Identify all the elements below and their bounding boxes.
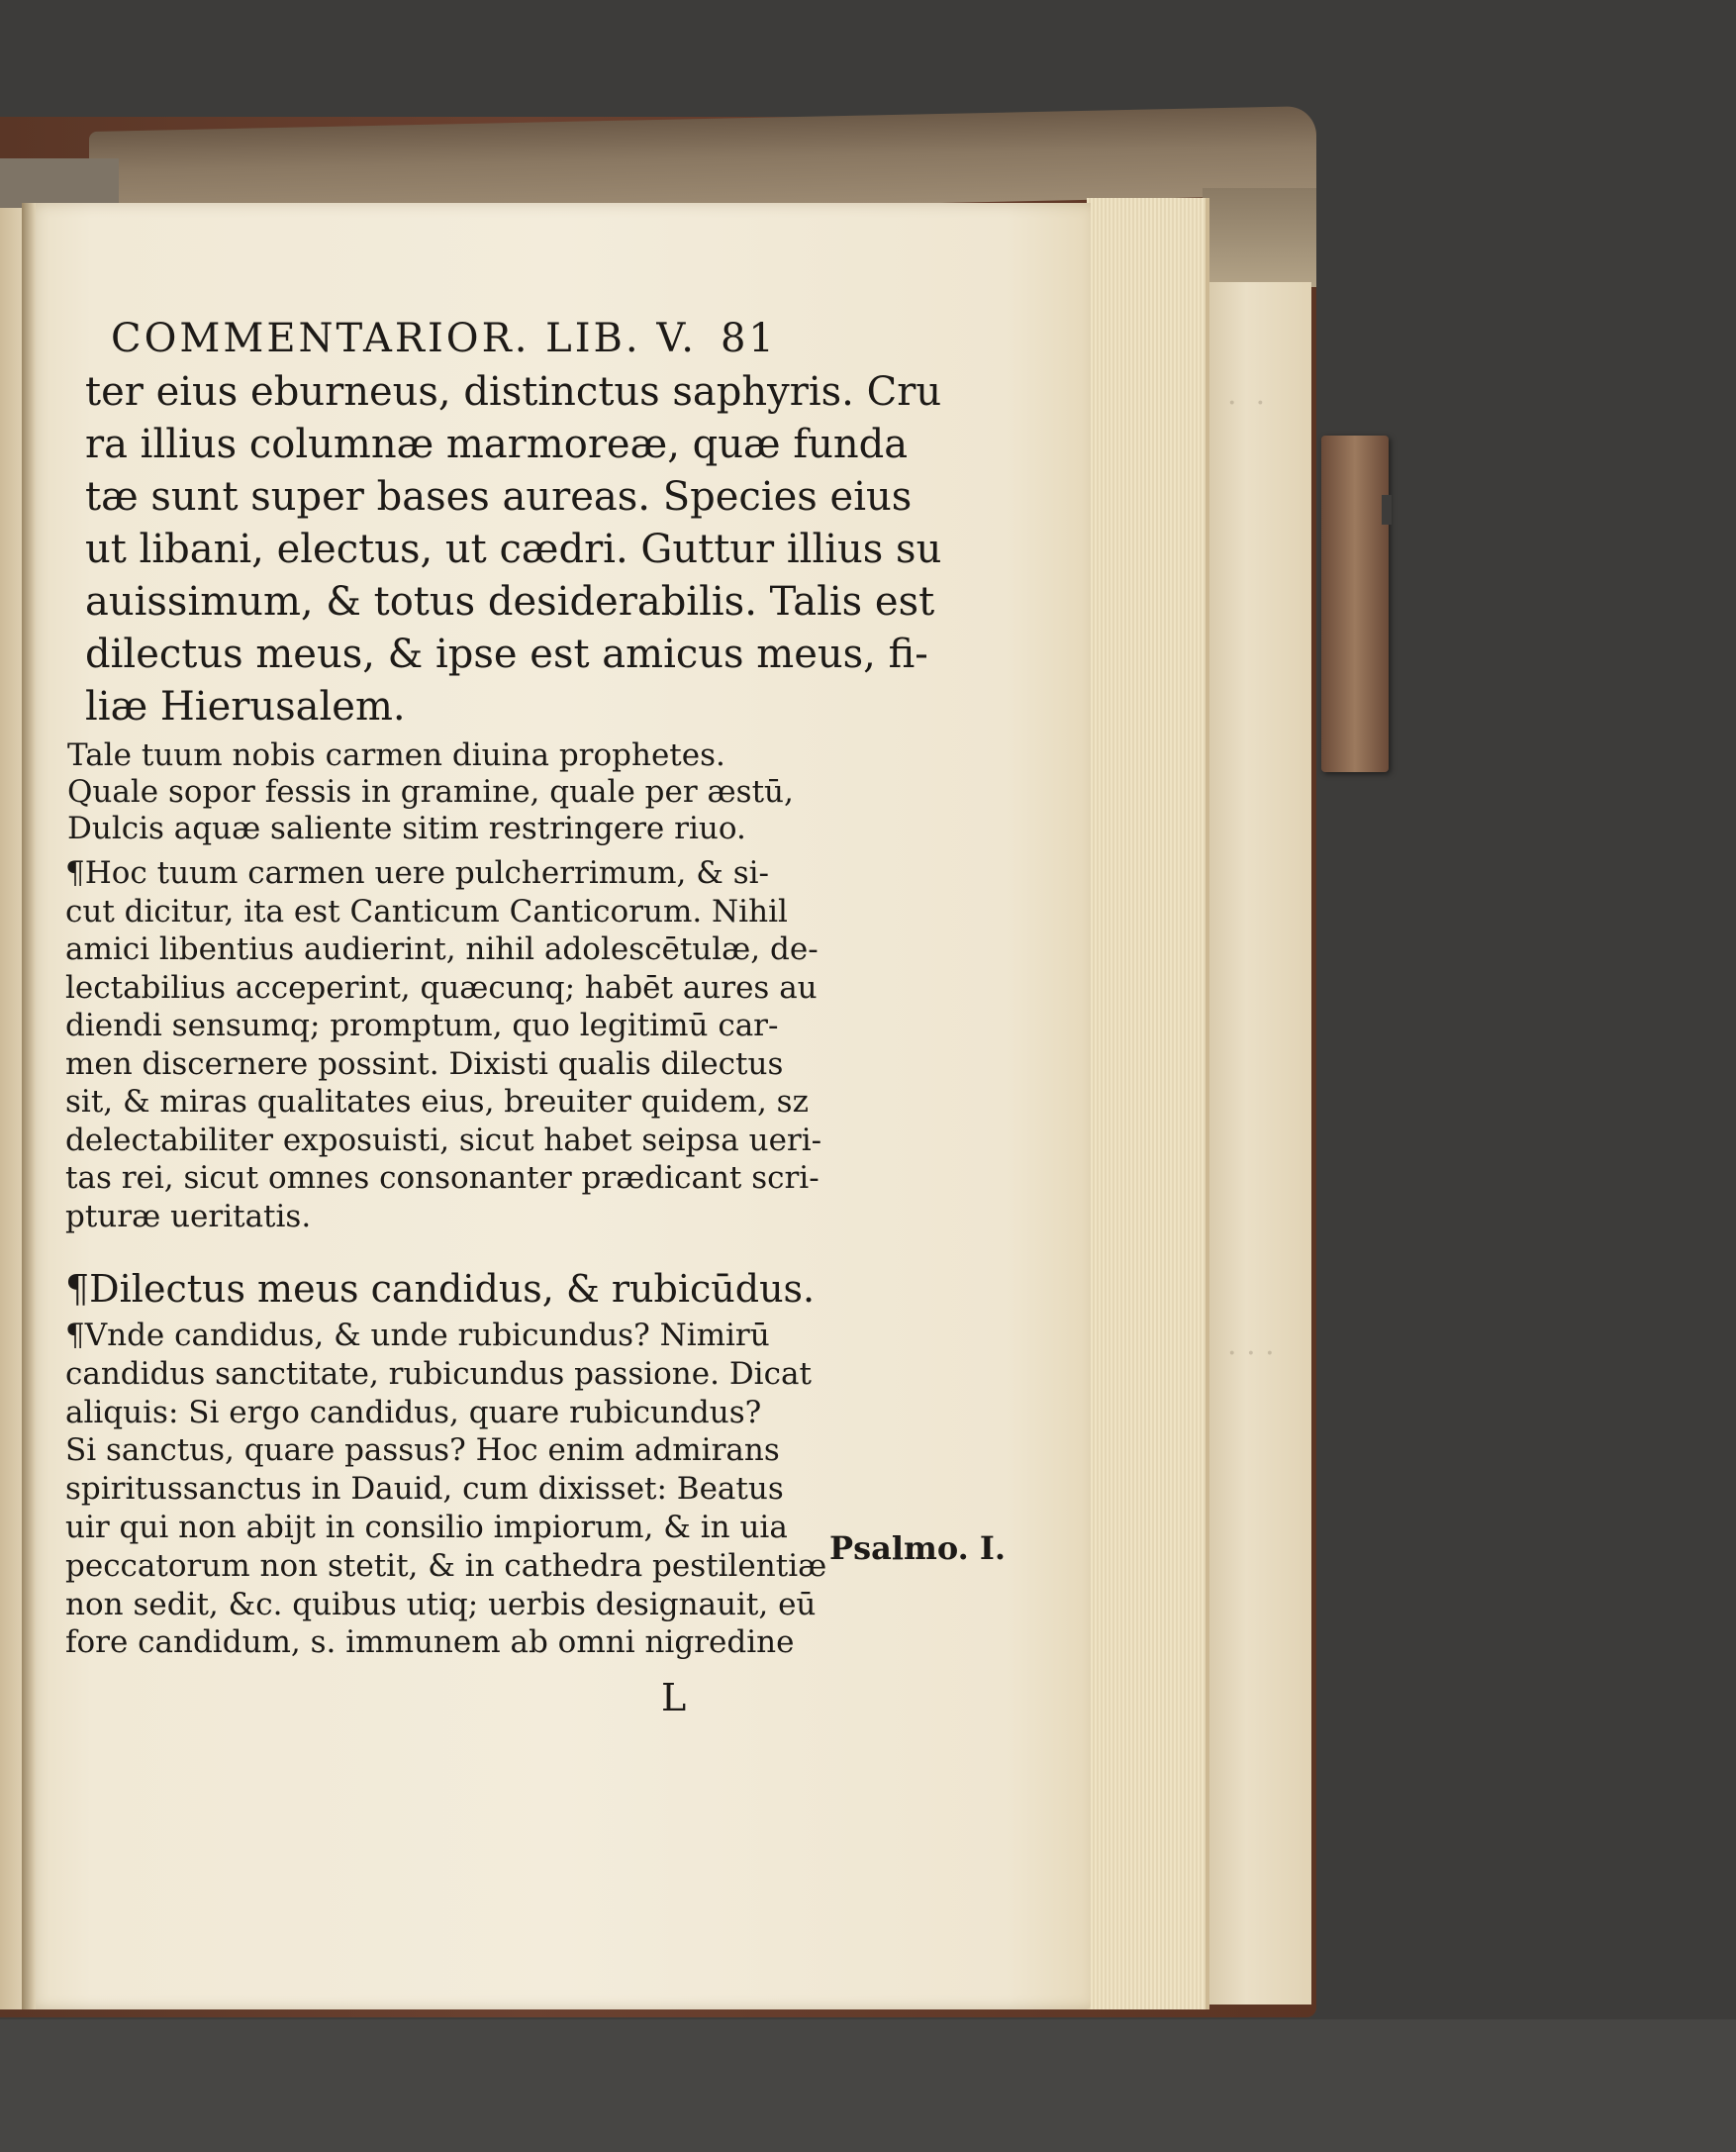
- commentary-line: lectabilius acceperint, quæcunq; habēt aures au: [65, 969, 818, 1006]
- text-line: ra illius columnæ marmoreæ, quæ funda: [85, 422, 909, 467]
- commentary-line: pturæ ueritatis.: [65, 1198, 312, 1234]
- commentary-line: fore candidum, s. immunem ab omni nigredine: [65, 1624, 795, 1661]
- commentary-line: uir qui non abijt in consilio impiorum, & in uia: [65, 1509, 788, 1545]
- commentary-line: non sedit, &c. quibus utiq; uerbis designauit, eū: [65, 1586, 817, 1622]
- page-stack-fore-edge: [1087, 198, 1209, 2009]
- text-line: ut libani, electus, ut cædri. Guttur illius su: [85, 527, 942, 572]
- running-head: [111, 316, 777, 361]
- signature-mark: L: [661, 1676, 687, 1719]
- commentary-line: Si sanctus, quare passus? Hoc enim admirans: [65, 1432, 780, 1469]
- verse-line: Quale sopor fessis in gramine, quale per æstū,: [67, 774, 794, 810]
- text-line: liæ Hierusalem.: [85, 684, 406, 730]
- text-line: ter eius eburneus, distinctus saphyris. Cru: [85, 369, 942, 415]
- text-line: dilectus meus, & ipse est amicus meus, fi-: [85, 632, 928, 677]
- marginal-note: Psalmo. I.: [829, 1529, 1006, 1567]
- verse-block: [67, 737, 794, 847]
- commentary-line: cut dicitur, ita est Canticum Canticorum. Nihil: [65, 893, 788, 929]
- commentary-block-2: [65, 1317, 826, 1662]
- verse-line: Dulcis aquæ saliente sitim restringere riuo.: [67, 811, 746, 846]
- verse-line: Tale tuum nobis carmen diuina prophetes.: [67, 737, 725, 773]
- folio-number: 81: [720, 316, 777, 361]
- commentary-line: delectabiliter exposuisti, sicut habet seipsa ueri-: [65, 1122, 822, 1158]
- gutter-fold: [22, 203, 36, 2009]
- commentary-line: diendi sensumq; promptum, quo legitimū car-: [65, 1008, 779, 1043]
- vellum-flap: [1203, 282, 1311, 2005]
- background-surface: [0, 2019, 1736, 2152]
- text-line: tæ sunt super bases aureas. Species eius: [85, 474, 913, 520]
- bleed-through-mark: · · ·: [1227, 1336, 1275, 1371]
- text-line: auissimum, & totus desiderabilis. Talis est: [85, 579, 935, 625]
- commentary-line: men discernere possint. Dixisti qualis dilectus: [65, 1045, 784, 1082]
- clasp-tab: [1321, 436, 1389, 772]
- vellum-flap-top: [1203, 188, 1316, 287]
- commentary-line: spiritussanctus in Dauid, cum dixisset: Beatus: [65, 1471, 784, 1508]
- commentary-line: sit, & miras qualitates eius, breuiter quidem, sz: [65, 1084, 809, 1120]
- commentary-line: ¶Hoc tuum carmen uere pulcherrimum, & si-: [65, 855, 769, 891]
- commentary-block: [65, 854, 821, 1235]
- clasp-notch: [1382, 495, 1392, 525]
- commentary-line: aliquis: Si ergo candidus, quare rubicundus?: [65, 1394, 762, 1430]
- commentary-line: peccatorum non stetit, & in cathedra pestilentiæ: [65, 1547, 827, 1584]
- commentary-line: ¶Vnde candidus, & unde rubicundus? Nimirū: [65, 1318, 770, 1353]
- lemma-line: ¶Dilectus meus candidus, & rubicūdus.: [65, 1267, 816, 1311]
- main-text-block: [85, 366, 941, 734]
- running-title: COMMENTARIOR. LIB. V.: [111, 316, 697, 361]
- bleed-through-mark: · ·: [1227, 386, 1266, 421]
- commentary-line: amici libentius audierint, nihil adolescētulæ, de-: [65, 931, 819, 967]
- commentary-line: tas rei, sicut omnes consonanter prædicant scri-: [65, 1160, 820, 1196]
- commentary-line: candidus sanctitate, rubicundus passione. Dicat: [65, 1355, 812, 1392]
